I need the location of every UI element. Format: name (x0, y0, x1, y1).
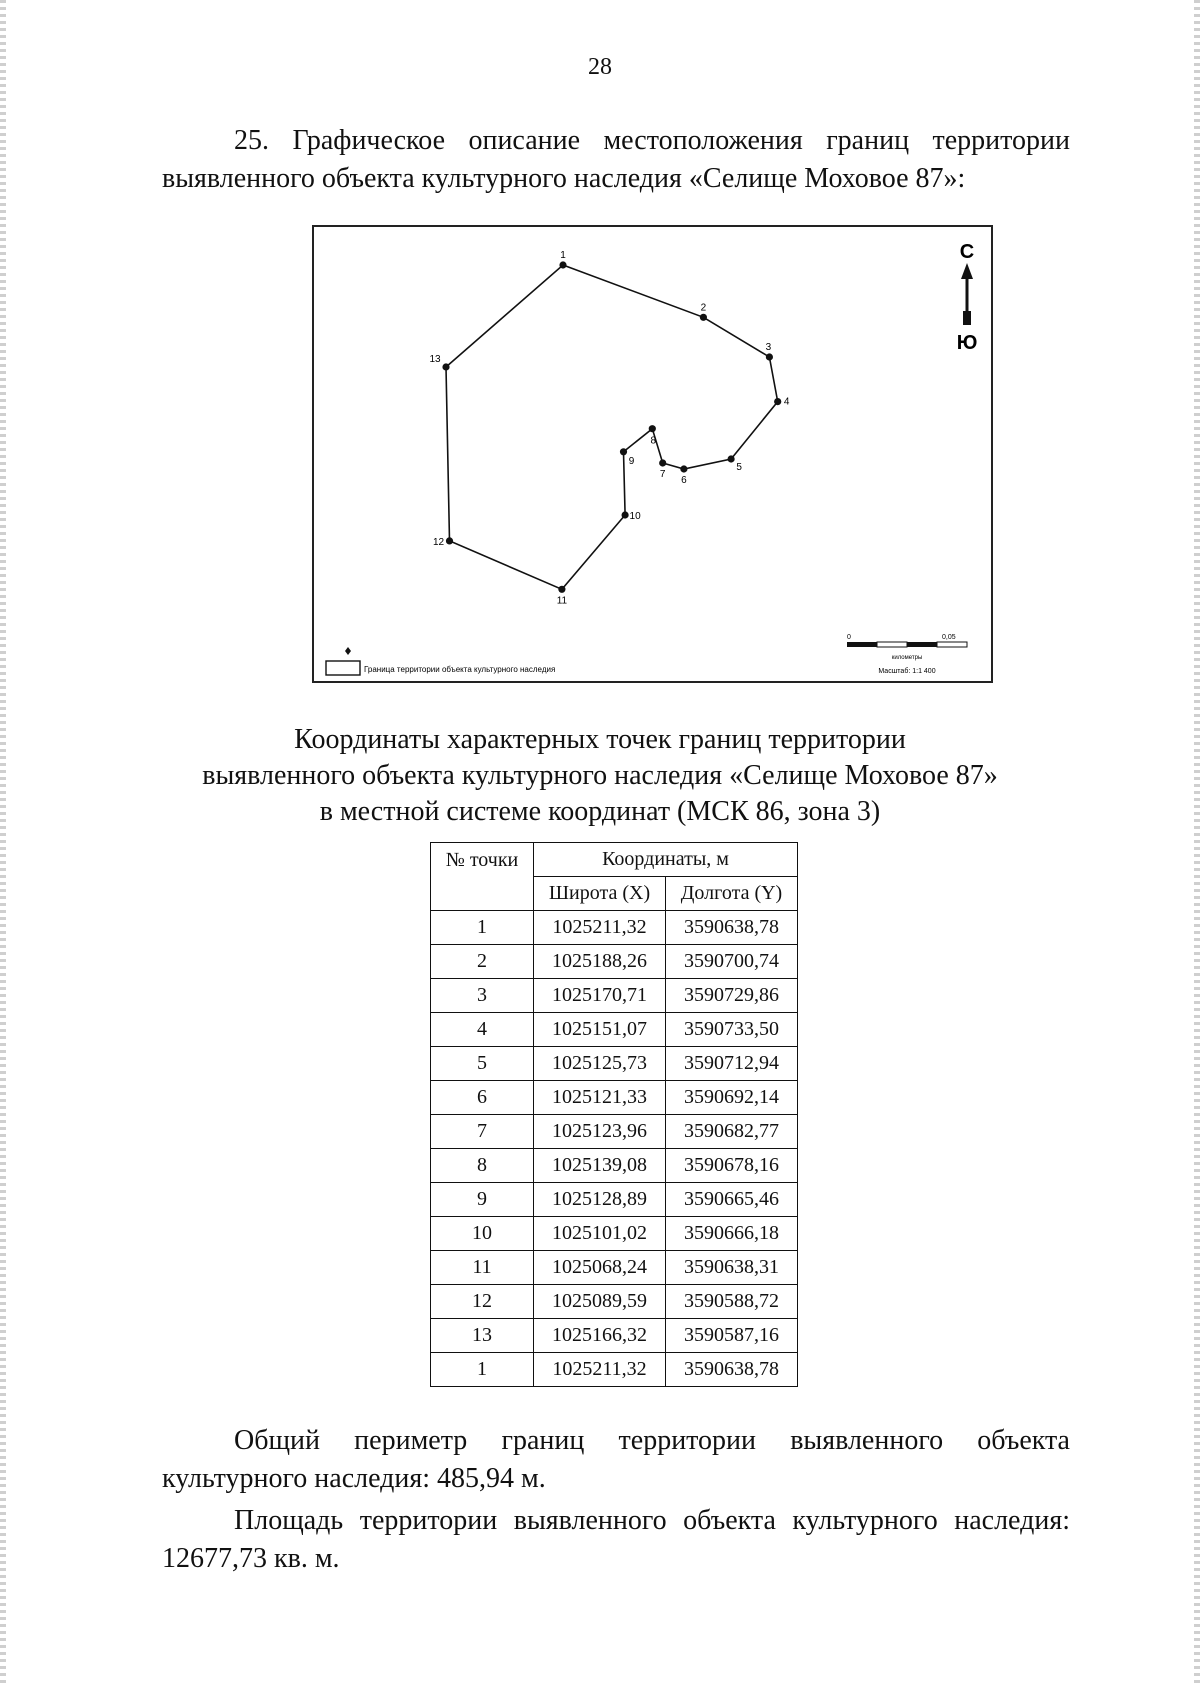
south-label: Ю (956, 332, 978, 354)
header-coordinates: Координаты, м (534, 843, 798, 877)
scale-end-label: 0,05 (942, 634, 956, 641)
boundary-point-label: 3 (765, 342, 772, 353)
boundary-point-label: 6 (681, 475, 687, 486)
table-row (431, 1251, 798, 1285)
point-number: 6 (431, 1081, 534, 1115)
coord-y: 3590588,72 (666, 1285, 798, 1319)
header-latitude-x: Широта (X) (534, 877, 666, 911)
coord-y: 3590733,50 (666, 1013, 798, 1047)
perimeter-line-2: культурного наследия: 485,94 м. (162, 1463, 546, 1494)
point-number: 8 (431, 1149, 534, 1183)
coordinates-title-line-1: Координаты характерных точек границ территории (294, 724, 906, 755)
section-heading-line-2: выявленного объекта культурного наследия «Селище Моховое 87»: (162, 163, 966, 194)
point-number: 1 (431, 1353, 534, 1387)
table-header-row (431, 843, 798, 877)
point-number: 13 (431, 1319, 534, 1353)
table-row (431, 1047, 798, 1081)
point-number: 3 (431, 979, 534, 1013)
boundary-point-label: 1 (560, 250, 566, 261)
area-statement (162, 1502, 1070, 1578)
boundary-point-label: 13 (429, 354, 441, 365)
boundary-point-label: 2 (700, 302, 707, 314)
map-legend (326, 647, 555, 675)
table-row (431, 945, 798, 979)
point-number: 5 (431, 1047, 534, 1081)
boundary-point (700, 314, 707, 321)
table-row (431, 1081, 798, 1115)
boundary-point-label: 7 (659, 469, 666, 480)
area-line-2: 12677,73 кв. м. (162, 1543, 340, 1574)
perimeter-statement (162, 1422, 1070, 1498)
coord-x: 1025170,71 (534, 979, 666, 1013)
boundary-point-label: 10 (629, 511, 641, 522)
scale-bar-segment-4 (937, 642, 967, 647)
point-number: 4 (431, 1013, 534, 1047)
coord-y: 3590587,16 (666, 1319, 798, 1353)
scan-edge-left (0, 0, 6, 1683)
boundary-layer (429, 250, 789, 606)
north-arrow-tail (963, 311, 971, 325)
boundary-point-label: 8 (650, 435, 657, 447)
boundary-point (728, 455, 735, 462)
boundary-point-label: 5 (736, 462, 742, 473)
coordinates-table (430, 842, 798, 1387)
table-row (431, 1285, 798, 1319)
table-row (431, 1149, 798, 1183)
point-number: 12 (431, 1285, 534, 1319)
point-number: 10 (431, 1217, 534, 1251)
table-row (431, 911, 798, 945)
boundary-map (312, 225, 993, 683)
coord-y: 3590678,16 (666, 1149, 798, 1183)
scale-bar-segment-2 (877, 642, 907, 647)
coord-x: 1025139,08 (534, 1149, 666, 1183)
boundary-point (649, 425, 656, 432)
coord-x: 1025188,26 (534, 945, 666, 979)
boundary-point (680, 465, 687, 472)
boundary-point-label: 12 (432, 536, 445, 548)
table-row (431, 979, 798, 1013)
boundary-point (442, 363, 449, 370)
coord-y: 3590729,86 (666, 979, 798, 1013)
point-number: 7 (431, 1115, 534, 1149)
coord-x: 1025121,33 (534, 1081, 666, 1115)
boundary-map-svg (314, 227, 991, 681)
boundary-point-label: 9 (628, 455, 635, 467)
coordinates-title-line-3: в местной системе координат (МСК 86, зона 3) (319, 796, 881, 827)
boundary-point (659, 459, 666, 466)
coord-x: 1025211,32 (534, 1353, 666, 1387)
boundary-point-label: 4 (783, 396, 790, 408)
scale-bar-segment-1 (847, 642, 877, 647)
legend-point-icon (345, 647, 351, 655)
coord-y: 3590665,46 (666, 1183, 798, 1217)
scale-bar (847, 634, 967, 675)
perimeter-line-1: Общий периметр границ территории выявленного объекта (234, 1425, 1070, 1456)
coord-x: 1025123,96 (534, 1115, 666, 1149)
coord-y: 3590712,94 (666, 1047, 798, 1081)
boundary-line (446, 265, 778, 589)
coord-x: 1025151,07 (534, 1013, 666, 1047)
scale-unit-label: километры (891, 655, 923, 661)
coord-y: 3590638,31 (666, 1251, 798, 1285)
boundary-point (774, 398, 781, 405)
coordinates-title-line-2: выявленного объекта культурного наследия «Селище Моховое 87» (202, 760, 998, 791)
table-row (431, 1217, 798, 1251)
table-row (431, 1013, 798, 1047)
point-number: 11 (431, 1251, 534, 1285)
coord-x: 1025125,73 (534, 1047, 666, 1081)
coord-x: 1025101,02 (534, 1217, 666, 1251)
coord-y: 3590682,77 (666, 1115, 798, 1149)
coord-y: 3590700,74 (666, 945, 798, 979)
boundary-point (620, 448, 627, 455)
coord-y: 3590666,18 (666, 1217, 798, 1251)
coord-y: 3590692,14 (666, 1081, 798, 1115)
coord-x: 1025068,24 (534, 1251, 666, 1285)
legend-label: Граница территории объекта культурного наследия (364, 665, 556, 674)
header-longitude-y: Долгота (Y) (666, 877, 798, 911)
coord-x: 1025166,32 (534, 1319, 666, 1353)
scale-ratio-label: Масштаб: 1:1 400 (878, 668, 936, 675)
north-arrow-head (961, 263, 973, 279)
scan-edge-right (1194, 0, 1200, 1683)
boundary-point (559, 261, 566, 268)
north-arrow (957, 241, 978, 354)
scale-start-label: 0 (847, 634, 851, 641)
point-number: 9 (431, 1183, 534, 1217)
coord-y: 3590638,78 (666, 911, 798, 945)
north-label: С (959, 241, 975, 263)
table-row (431, 1115, 798, 1149)
boundary-point (446, 537, 453, 544)
table-row (431, 1183, 798, 1217)
boundary-point (622, 511, 629, 518)
page-number: 28 (588, 54, 612, 80)
coordinates-title (0, 722, 1200, 830)
table-row (431, 1353, 798, 1387)
coord-x: 1025128,89 (534, 1183, 666, 1217)
scale-bar-segment-3 (907, 642, 937, 647)
legend-boundary-swatch (326, 661, 360, 675)
coord-x: 1025089,59 (534, 1285, 666, 1319)
boundary-point (558, 586, 565, 593)
area-line-1: Площадь территории выявленного объекта культурного наследия: (234, 1505, 1070, 1536)
boundary-point (766, 353, 773, 360)
point-number: 2 (431, 945, 534, 979)
coord-x: 1025211,32 (534, 911, 666, 945)
coord-y: 3590638,78 (666, 1353, 798, 1387)
point-number: 1 (431, 911, 534, 945)
section-heading-line-1: 25. Графическое описание местоположения границ территории (234, 125, 1070, 156)
header-point-number: № точки (431, 843, 534, 911)
table-row (431, 1319, 798, 1353)
boundary-point-label: 11 (556, 595, 568, 607)
